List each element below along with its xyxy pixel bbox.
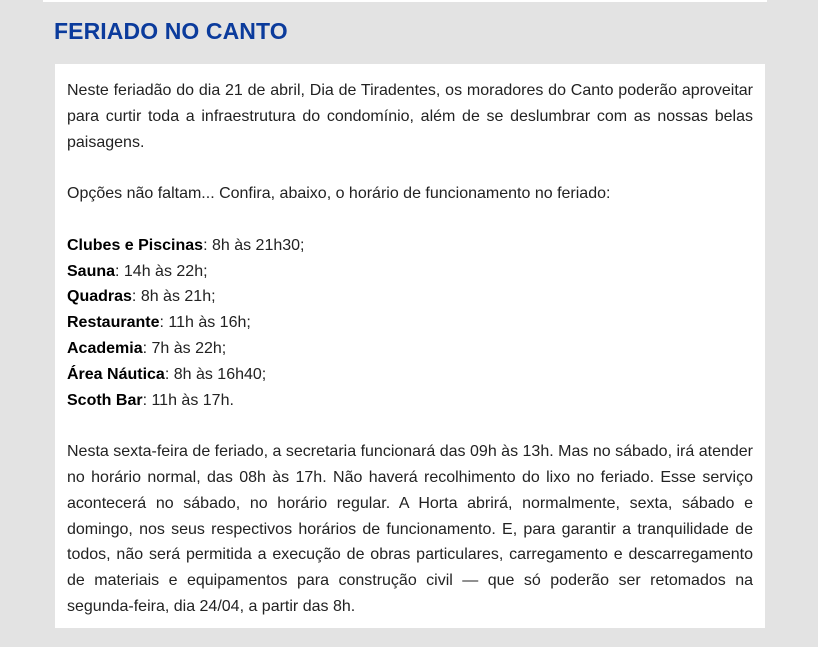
schedule-hours: : 8h às 21h; (131, 288, 216, 306)
schedule-label: Quadras (67, 288, 132, 306)
closing-paragraph: Nesta sexta-feira de feriado, a secretaria funcionará das 09h às 13h. Mas no sábado, irá atender no horário normal, das 08h às 17h. Não haverá recolhimento do lixo no feriado. Esse serviço acontecerá no sábado, no horário regular. A Horta abrirá, normalmente, sexta, sábado e domingo, nos seus respectivos horários de funcionamento. E, para garantir a tranquilidade de todos, não será permitida a execução de obras particulares, carregamento e descarregamento de materiais e equipamentos para construção civil — que só poderão ser retomados na segunda-feira, dia 24/04, a partir das 8h. (67, 443, 753, 615)
schedule-item (67, 336, 753, 362)
schedule-hours: : 8h às 16h40; (164, 365, 267, 383)
schedule-label: Área Náutica (67, 365, 165, 383)
schedule-item (67, 310, 753, 336)
schedule-hours: : 14h às 22h; (115, 262, 208, 280)
schedule-item (67, 362, 753, 388)
page-title: FERIADO NO CANTO (54, 18, 288, 44)
schedule-item (67, 233, 753, 259)
intro-paragraph: Neste feriadão do dia 21 de abril, Dia de Tiradentes, os moradores do Canto poderão aproveitar para curtir toda a infraestrutura do condomínio, além de se deslumbrar com as nossas belas paisagens. (67, 82, 753, 151)
schedule-label: Sauna (67, 262, 116, 280)
schedule-hours: : 11h às 17h. (142, 391, 234, 409)
schedule-label: Restaurante (67, 314, 160, 332)
article-card (55, 64, 765, 628)
schedule-hours: : 8h às 21h30; (203, 236, 305, 254)
schedule-item (67, 284, 753, 310)
schedule-item (67, 388, 753, 414)
schedule-hours: : 7h às 22h; (142, 339, 227, 357)
lead-paragraph: Opções não faltam... Confira, abaixo, o horário de funcionamento no feriado: (67, 185, 611, 203)
schedule-label: Scoth Bar (67, 391, 143, 409)
top-divider (43, 0, 767, 2)
schedule-label: Clubes e Piscinas (67, 236, 204, 254)
schedule-item (67, 259, 753, 285)
schedule-list (67, 233, 753, 414)
schedule-hours: : 11h às 16h; (159, 314, 251, 332)
schedule-label: Academia (67, 339, 143, 357)
